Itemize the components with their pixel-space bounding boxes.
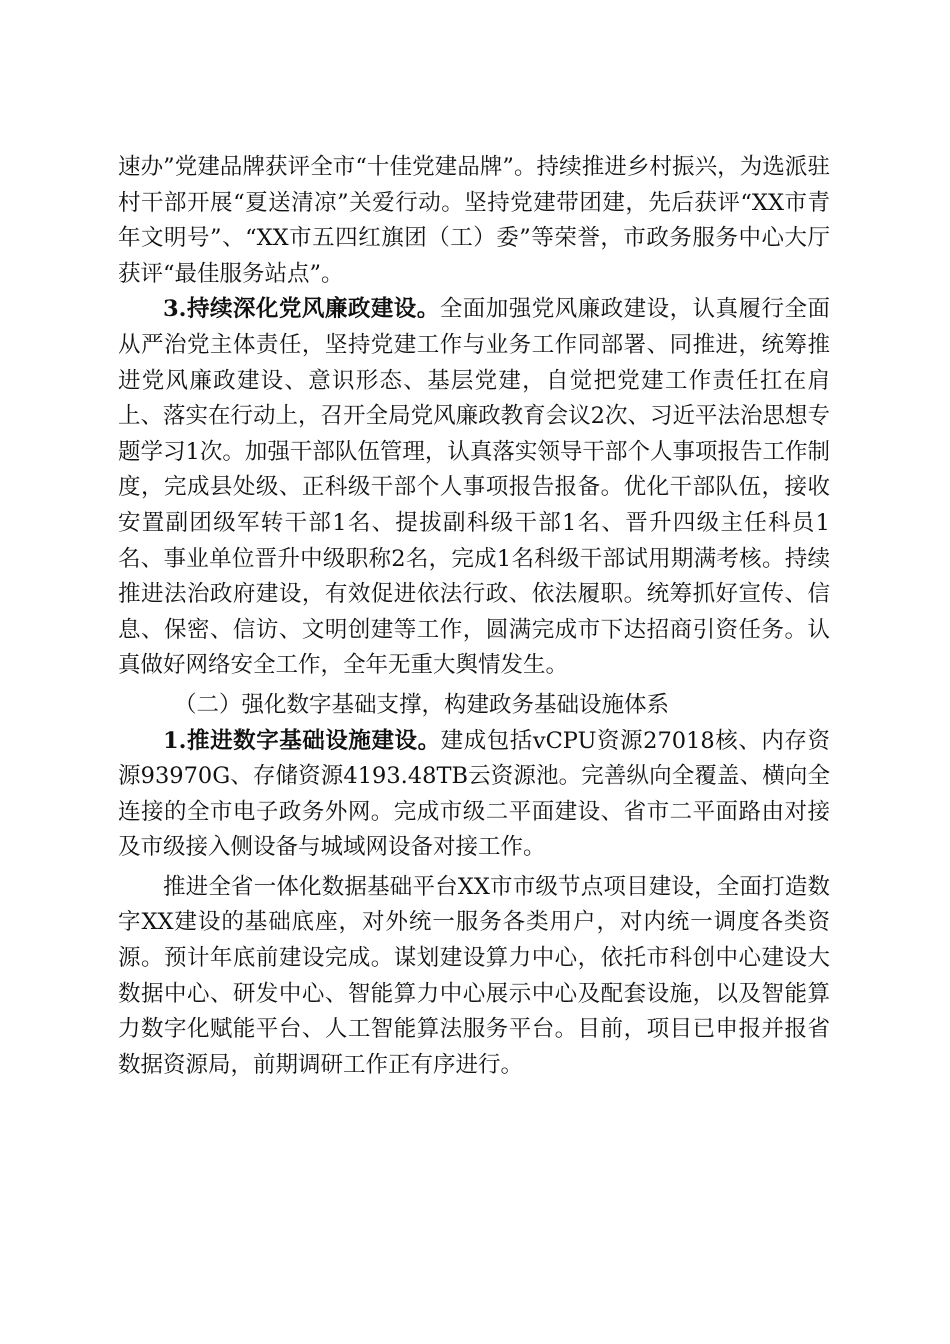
paragraph-lead-heading: 3.持续深化党风廉政建设。 (163, 296, 440, 323)
paragraph-body: 建成包括vCPU资源27018核、内存资源93970G、存储资源4193.48TB云资源池。完善纵向全覆盖、横向全连接的全市电子政务外网。完成市级二平面建设、省市二平面路由对接及市级接入侧设备与城域网设备对接工作。 (118, 727, 830, 861)
paragraph-party-brand: 速办”党建品牌获评全市“十佳党建品牌”。持续推进乡村振兴，为选派驻村干部开展“夏送清凉”关爱行动。坚持党建带团建，先后获评“XX市青年文明号”、“XX市五四红旗团（工）委”等荣誉，市政务服务中心大厅获评“最佳服务站点”。 (118, 154, 830, 287)
paragraph-lead-heading: 1.推进数字基础设施建设。 (163, 727, 441, 754)
document-page (118, 150, 830, 1083)
section-heading: （二）强化数字基础支撑，构建政务基础设施体系 (174, 691, 670, 718)
paragraph-body: 全面加强党风廉政建设，认真履行全面从严治党主体责任，坚持党建工作与业务工作同部署、同推进，统筹推进党风廉政建设、意识形态、基层党建，自觉把党建工作责任扛在肩上、落实在行动上，召开全局党风廉政教育会议2次、习近平法治思想专题学习1次。加强干部队伍管理，认真落实领导干部个人事项报告工作制度，完成县处级、正科级干部个人事项报告报备。优化干部队伍，接收安置副团级军转干部1名、提拔副科级干部1名、晋升四级主任科员1名、事业单位晋升中级职称2名，完成1名科级干部试用期满考核。持续推进法治政府建设，有效促进依法行政、依法履职。统筹抓好宣传、信息、保密、信访、文明创建等工作，圆满完成市下达招商引资任务。认真做好网络安全工作，全年无重大舆情发生。 (118, 296, 830, 679)
paragraph-integrity-building (118, 292, 830, 684)
paragraph-data-platform: 推进全省一体化数据基础平台XX市市级节点项目建设，全面打造数字XX建设的基础底座，对外统一服务各类用户，对内统一调度各类资源。预计年底前建设完成。谋划建设算力中心，依托市科创中心建设大数据中心、研发中心、智能算力中心展示中心及配套设施，以及智能算力数字化赋能平台、人工智能算法服务平台。目前，项目已申报并报省数据资源局，前期调研工作正有序进行。 (118, 873, 830, 1078)
paragraph-digital-infrastructure (118, 724, 830, 866)
